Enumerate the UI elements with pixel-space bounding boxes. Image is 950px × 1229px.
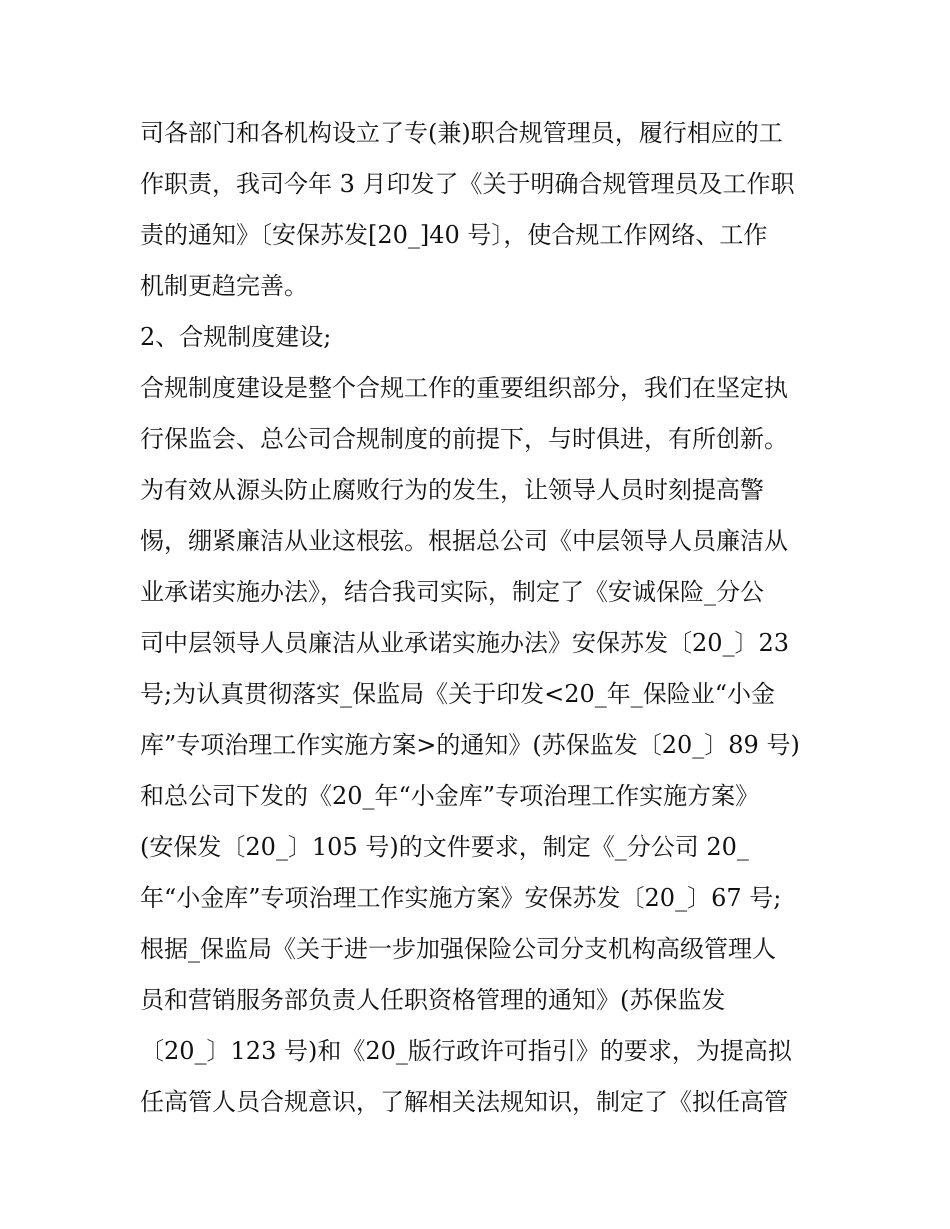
text-line: 行保监会、总公司合规制度的前提下，与时俱进，有所创新。 — [140, 425, 788, 453]
text-line: 责的通知》〔安保苏发[20_]40 号〕，使合规工作网络、工作 — [140, 221, 768, 249]
text-line: 惕，绷紧廉洁从业这根弦。根据总公司《中层领导人员廉洁从 — [140, 527, 788, 555]
text-line: 〔20_〕123 号)和《20_版行政许可指引》的要求，为提高拟 — [140, 1037, 792, 1065]
text-line: 合规制度建设是整个合规工作的重要组织部分，我们在坚定执 — [140, 374, 788, 402]
text-line: 库”专项治理工作实施方案>的通知》(苏保监发〔20_〕89 号) — [140, 731, 800, 759]
text-line: (安保发〔20_〕105 号)的文件要求，制定《_分公司 20_ — [140, 833, 749, 861]
text-line: 和总公司下发的《20_年“小金库”专项治理工作实施方案》 — [140, 782, 760, 810]
text-line: 业承诺实施办法》，结合我司实际，制定了《安诚保险_分公 — [140, 578, 764, 606]
text-line: 根据_保监局《关于进一步加强保险公司分支机构高级管理人 — [140, 935, 776, 963]
text-line: 为有效从源头防止腐败行为的发生，让领导人员时刻提高警 — [140, 476, 764, 504]
text-line: 任高管人员合规意识，了解相关法规知识，制定了《拟任高管 — [140, 1088, 788, 1116]
text-line: 员和营销服务部负责人任职资格管理的通知》(苏保监发 — [140, 986, 726, 1014]
text-line: 司中层领导人员廉洁从业承诺实施办法》安保苏发〔20_〕23 — [140, 629, 790, 657]
text-line: 作职责，我司今年 3 月印发了《关于明确合规管理员及工作职 — [140, 170, 795, 198]
text-line: 司各部门和各机构设立了专(兼)职合规管理员，履行相应的工 — [140, 119, 783, 147]
section-heading: 2、合规制度建设; — [140, 323, 332, 351]
text-line: 机制更趋完善。 — [140, 272, 308, 300]
text-line: 号;为认真贯彻落实_保监局《关于印发<20_年_保险业“小金 — [140, 680, 776, 708]
body-text — [140, 108, 830, 1128]
text-line: 年“小金库”专项治理工作实施方案》安保苏发〔20_〕67 号; — [140, 884, 782, 912]
